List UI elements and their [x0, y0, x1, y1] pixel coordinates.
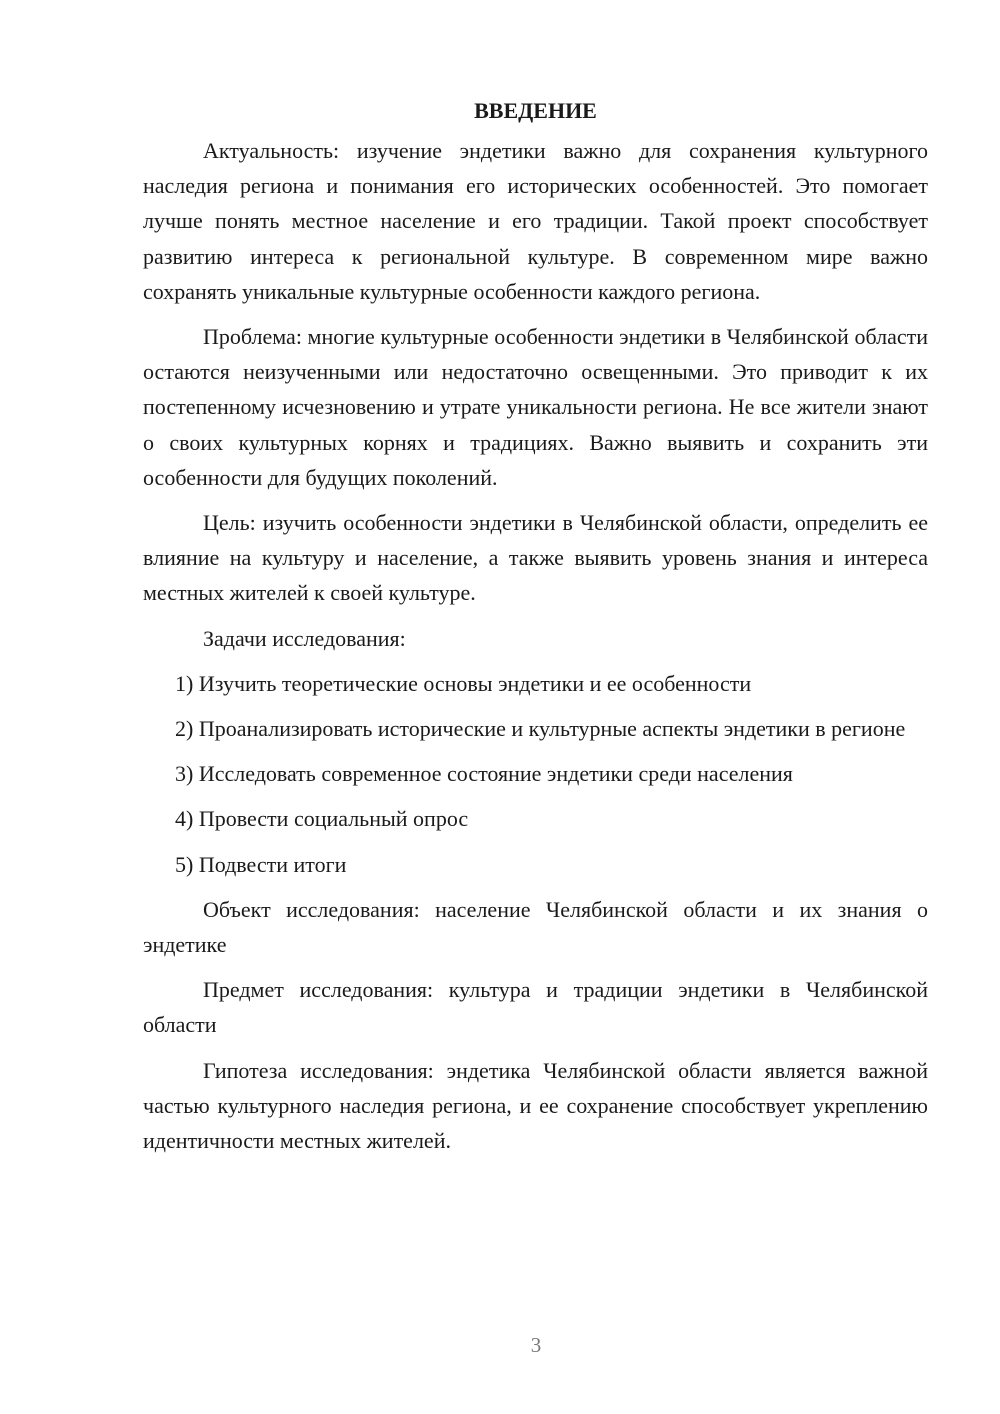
page-number: 3 — [530, 1333, 542, 1357]
problem-paragraph: Проблема: многие культурные особенности эндетики в Челябинской области остаются неизученными или недостаточно освещенными. Это приводит к их постепенному исчезновению и утрате уникальности региона. Не все жители знают о своих культурных корнях и традициях. Важно выявить и сохранить эти особенности для будущих поколений. — [143, 324, 928, 490]
page-content — [143, 94, 928, 1158]
relevance-paragraph: Актуальность: изучение эндетики важно для сохранения культурного наследия региона и понимания его исторических особенностей. Это помогает лучше понять местное население и его традиции. Такой проект способствует развитию интереса к региональной культуре. В современном мире важно сохранять уникальные культурные особенности каждого региона. — [143, 138, 928, 304]
tasks-list — [143, 666, 928, 882]
list-item: 5) Подвести итоги — [175, 851, 347, 877]
tasks-heading: Задачи исследования: — [203, 625, 406, 651]
object-paragraph: Объект исследования: население Челябинской области и их знания о эндетике — [143, 896, 928, 958]
hypothesis-paragraph: Гипотеза исследования: эндетика Челябинской области является важной частью культурного наследия региона, и ее сохранение способствует укреплению идентичности местных жителей. — [143, 1057, 928, 1154]
list-item: 4) Провести социальный опрос — [175, 806, 469, 832]
goal-paragraph: Цель: изучить особенности эндетики в Челябинской области, определить ее влияние на культуру и население, а также выявить уровень знания и интереса местных жителей к своей культуре. — [143, 510, 928, 606]
list-item: 2) Проанализировать исторические и культурные аспекты эндетики в регионе — [175, 716, 906, 742]
list-item: 1) Изучить теоретические основы эндетики и ее особенности — [175, 670, 752, 696]
list-item: 3) Исследовать современное состояние эндетики среди населения — [175, 761, 793, 787]
section-title: ВВЕДЕНИЕ — [474, 98, 597, 123]
subject-paragraph: Предмет исследования: культура и традиции эндетики в Челябинской области — [143, 977, 928, 1038]
